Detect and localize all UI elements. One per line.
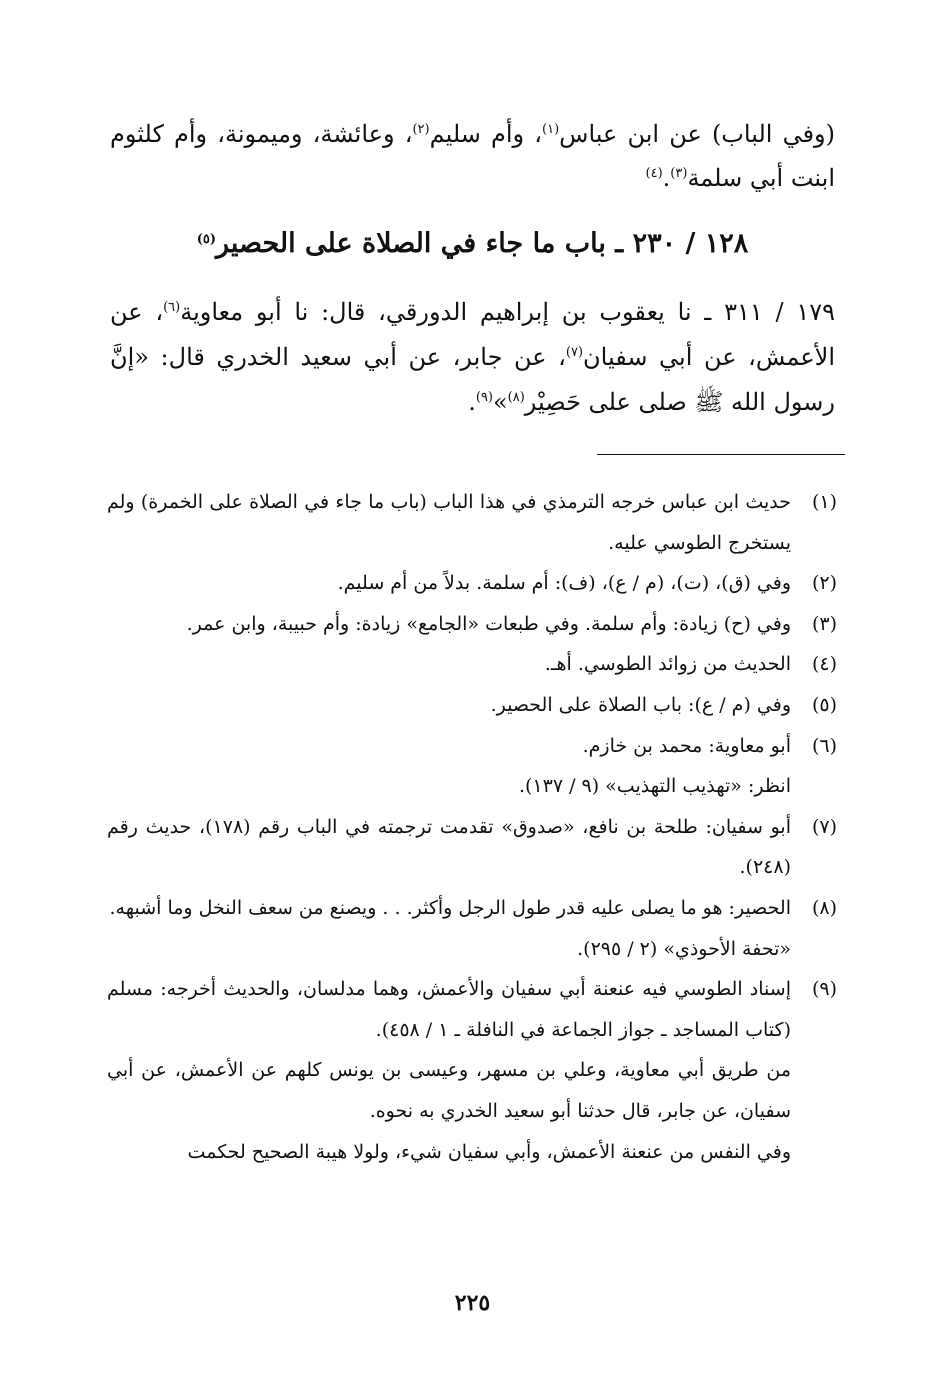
footnote-number: (١) bbox=[811, 491, 837, 513]
intro-paragraph bbox=[110, 112, 835, 200]
footnote-text: حديث ابن عباس خرجه الترمذي في هذا الباب (باب ما جاء في الصلاة على الخمرة) ولم يستخرج الطوسي عليه. bbox=[107, 491, 791, 554]
footnote-ref-6[interactable]: (٦) bbox=[163, 300, 181, 315]
footnote-9 bbox=[107, 969, 837, 1172]
footnote-number: (٤) bbox=[811, 653, 837, 676]
footnote-text: الحديث من زوائد الطوسي. أهـ. bbox=[544, 653, 791, 676]
footnote-text: وفي (ق)، (ت)، (م / ع)، (ف): أم سلمة. بدلاً من أم سليم. bbox=[337, 572, 791, 595]
hadith-text-4: » bbox=[492, 388, 508, 416]
footnote-ref-3[interactable]: (٣) bbox=[670, 166, 688, 181]
footnote-ref-5[interactable]: (٥) bbox=[196, 232, 217, 247]
footnote-ref-7[interactable]: (٧) bbox=[565, 345, 584, 360]
footnote-number: (٣) bbox=[811, 612, 837, 635]
footnote-source: انظر: «تهذيب التهذيب» (٩ / ١٣٧). bbox=[518, 775, 791, 798]
hadith-text-1: ١٧٩ / ٣١١ ـ نا يعقوب بن إبراهيم الدورقي، قال: نا أبو معاوية bbox=[180, 298, 836, 326]
footnote-ref-9[interactable]: (٩) bbox=[475, 390, 493, 405]
page-number: ٢٢٥ bbox=[454, 1290, 491, 1316]
intro-text-2: ، وأم سليم bbox=[429, 120, 543, 148]
footnote-number: (٢) bbox=[811, 572, 837, 595]
chapter-heading-text: ١٢٨ / ٢٣٠ ـ باب ما جاء في الصلاة على الحصير bbox=[216, 228, 749, 259]
footnote-text-continued: وفي النفس من عنعنة الأعمش، وأبي سفيان شيء، ولولا هيبة الصحيح لحكمت bbox=[187, 1140, 791, 1163]
footnote-text: أبو معاوية: محمد بن خازم. bbox=[582, 734, 791, 757]
footnote-source: «تحفة الأحوذي» (٢ / ٢٩٥). bbox=[577, 937, 791, 960]
intro-text-4: . bbox=[662, 164, 671, 192]
footnote-text: وفي (ح) زيادة: وأم سلمة. وفي طبعات «الجامع» زيادة: وأم حبيبة، وابن عمر. bbox=[186, 612, 791, 635]
footnote-ref-1[interactable]: (١) bbox=[542, 122, 560, 137]
footnotes-list bbox=[107, 482, 837, 1172]
footnote-text: أبو سفيان: طلحة بن نافع، «صدوق» تقدمت ترجمته في الباب رقم (١٧٨)، حديث رقم (٢٤٨). bbox=[107, 815, 791, 879]
footnote-ref-8[interactable]: (٨) bbox=[507, 390, 525, 405]
footnote-8 bbox=[107, 888, 837, 969]
footnote-4 bbox=[107, 644, 837, 685]
intro-text-3: ، وعائشة، وميمونة، وأم كلثوم ابنت أبي سلمة bbox=[110, 120, 835, 192]
footnote-number: (٦) bbox=[811, 734, 837, 757]
chapter-heading bbox=[0, 222, 945, 266]
intro-text-1: (وفي الباب) عن ابن عباس bbox=[559, 120, 835, 148]
footnote-text-continued: من طريق أبي معاوية، وعلي بن مسهر، وعيسى بن يونس كلهم عن الأعمش، عن أبي سفيان، عن جابر، قال حدثنا أبو سعيد الخدري به نحوه. bbox=[107, 1059, 791, 1122]
footnote-ref-4[interactable]: (٤) bbox=[645, 166, 663, 181]
footnote-text: وفي (م / ع): باب الصلاة على الحصير. bbox=[490, 693, 791, 716]
footnote-number: (٧) bbox=[811, 815, 837, 838]
footnote-text: الحصير: هو ما يصلى عليه قدر طول الرجل وأكثر. . . ويصنع من سعف النخل وما أشبهه. bbox=[109, 896, 791, 919]
footnote-text: إسناد الطوسي فيه عنعنة أبي سفيان والأعمش، وهما مدلسان، والحديث أخرجه: مسلم (كتاب المساجد ـ جواز الجماعة في النافلة ـ ١ / ٤٥٨). bbox=[107, 978, 791, 1041]
footnote-number: (٨) bbox=[811, 896, 837, 919]
footnote-separator bbox=[597, 454, 845, 455]
hadith-paragraph bbox=[110, 290, 835, 425]
hadith-text-5: . bbox=[468, 388, 476, 416]
footnote-1 bbox=[107, 482, 837, 563]
footnote-6 bbox=[107, 726, 837, 807]
footnote-number: (٩) bbox=[811, 978, 837, 1001]
footnote-5 bbox=[107, 685, 837, 726]
footnote-number: (٥) bbox=[811, 693, 837, 716]
footnote-3 bbox=[107, 604, 837, 645]
footnote-7 bbox=[107, 807, 837, 888]
footnote-ref-2[interactable]: (٢) bbox=[412, 122, 430, 137]
hadith-text-2: ، عن الأعمش، عن أبي سفيان bbox=[110, 298, 835, 371]
hadith-text-3: ، عن جابر، عن أبي سعيد الخدري قال: «إنَّ رسول الله ﷺ صلى على حَصِيْر bbox=[110, 343, 835, 416]
footnote-2 bbox=[107, 563, 837, 604]
